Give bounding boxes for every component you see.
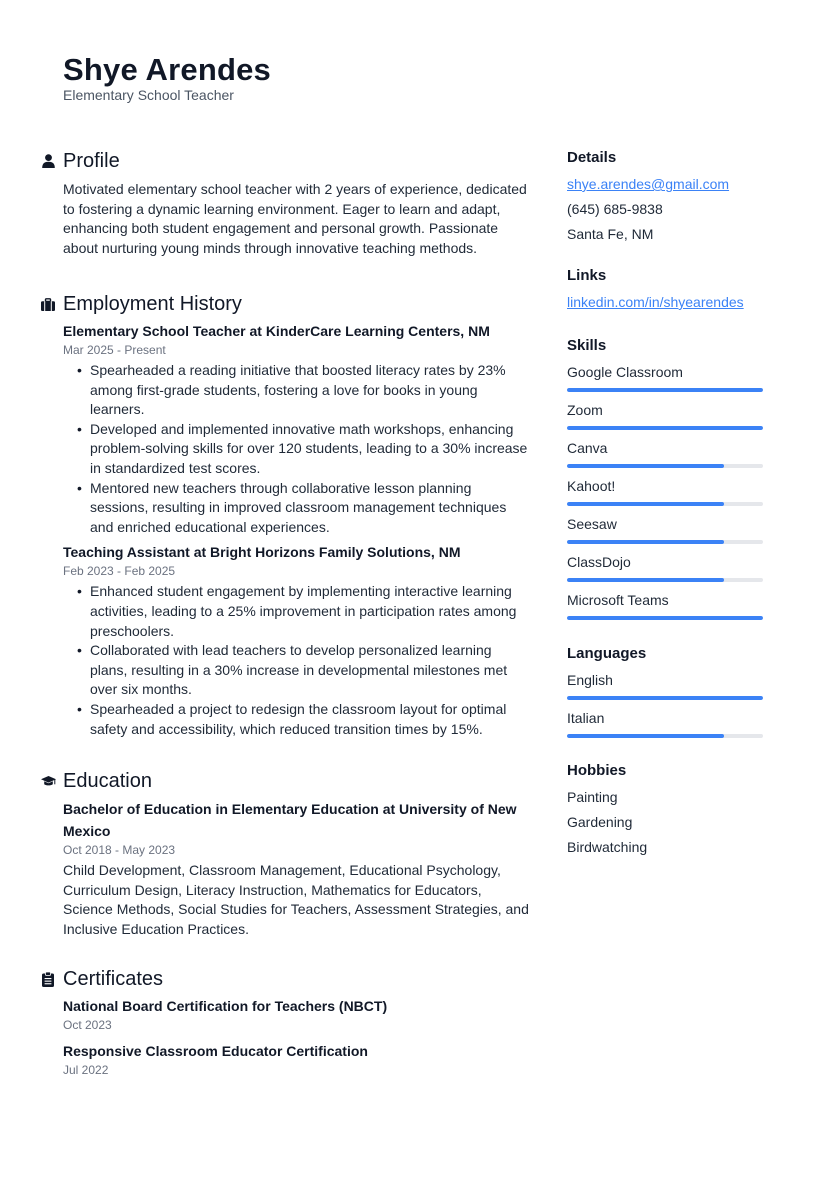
skill-item xyxy=(567,588,763,620)
clipboard-icon xyxy=(40,971,56,987)
skill-level-bar xyxy=(567,540,763,544)
skill-level-fill xyxy=(567,464,724,468)
links-section xyxy=(567,265,763,335)
jobs-list xyxy=(63,321,530,739)
links-heading: Links xyxy=(567,267,607,284)
job-dates: Mar 2025 - Present xyxy=(63,343,166,357)
language-item xyxy=(567,706,763,738)
bullet-item: • Collaborated with lead teachers to develop personalized learning plans, resulting in a 30% increase in developmental milestones met over six months. xyxy=(90,641,530,700)
certificate-entry xyxy=(63,996,530,1033)
bullet-item: • Spearheaded a reading initiative that boosted literacy rates by 23% among first-grade students, fostering a love for books in young learners. xyxy=(90,361,530,420)
hobbies-section xyxy=(567,760,763,860)
location: Santa Fe, NM xyxy=(567,226,654,242)
certificate-date: Oct 2023 xyxy=(63,1018,112,1032)
phone-number: (645) 685-9838 xyxy=(567,201,663,217)
languages-list xyxy=(567,668,763,738)
skill-name: Kahoot! xyxy=(567,478,616,494)
employment-title: Employment History xyxy=(63,292,242,315)
skill-level-fill xyxy=(567,578,724,582)
hobbies-heading: Hobbies xyxy=(567,762,627,779)
skill-level-bar xyxy=(567,578,763,582)
skill-level-bar xyxy=(567,426,763,430)
skills-heading: Skills xyxy=(567,337,607,354)
briefcase-icon xyxy=(40,296,56,312)
employment-heading xyxy=(40,290,530,318)
bullet-item: • Mentored new teachers through collaborative lesson planning sessions, resulting in improved classroom management techniques and enriched educational experiences. xyxy=(90,479,530,538)
education-section xyxy=(40,767,530,965)
job-bullets xyxy=(63,361,530,537)
hobby-item: Birdwatching xyxy=(567,839,648,855)
sidebar-column xyxy=(567,147,763,860)
skill-name: Zoom xyxy=(567,402,603,418)
skill-level-fill xyxy=(567,502,724,506)
certificates-section xyxy=(40,965,530,1078)
skill-level-bar xyxy=(567,464,763,468)
language-name: Italian xyxy=(567,710,605,726)
profile-section xyxy=(40,147,530,290)
job-entry xyxy=(63,542,530,739)
skill-name: Microsoft Teams xyxy=(567,592,669,608)
graduation-cap-icon xyxy=(40,773,56,789)
job-entry xyxy=(63,321,530,537)
certificate-entry xyxy=(63,1041,530,1078)
bullet-item: • Enhanced student engagement by implementing interactive learning activities, leading to a 25% improvement in participation rates among preschoolers. xyxy=(90,582,530,641)
skill-name: Google Classroom xyxy=(567,364,683,380)
skills-list xyxy=(567,360,763,620)
skill-name: ClassDojo xyxy=(567,554,631,570)
certificate-date: Jul 2022 xyxy=(63,1063,109,1077)
education-description: Child Development, Classroom Management, Educational Psychology, Curriculum Design, Literacy Instruction, Mathematics for Educators, Science Methods, Social Studies for Teachers, Assessment Strategies, and Inclusive Education Practices. xyxy=(63,862,529,937)
certificates-heading xyxy=(40,965,530,993)
job-title: Elementary School Teacher xyxy=(63,87,234,103)
employment-section xyxy=(40,290,530,767)
skills-section xyxy=(567,335,763,643)
degree-title: Bachelor of Education in Elementary Education at University of New Mexico xyxy=(63,801,517,839)
person-icon xyxy=(40,153,56,169)
job-title: Teaching Assistant at Bright Horizons Family Solutions, NM xyxy=(63,544,461,561)
skill-name: Canva xyxy=(567,440,608,456)
language-level-bar xyxy=(567,734,763,738)
skill-item xyxy=(567,360,763,392)
job-title: Elementary School Teacher at KinderCare Learning Centers, NM xyxy=(63,323,490,339)
languages-heading: Languages xyxy=(567,645,647,662)
education-heading xyxy=(40,767,530,795)
language-level-fill xyxy=(567,696,763,700)
skill-level-fill xyxy=(567,388,763,392)
skill-name: Seesaw xyxy=(567,516,617,532)
skill-level-fill xyxy=(567,426,763,430)
education-entry xyxy=(63,798,530,939)
profile-title: Profile xyxy=(63,149,120,172)
details-heading: Details xyxy=(567,149,617,166)
profile-heading xyxy=(40,147,530,175)
profile-text: Motivated elementary school teacher with 2 years of experience, dedicated to fostering a dynamic learning environment. Eager to learn and adapt, enhancing both student engagement and personal growth. Passionate about nurturing young minds through innovative teaching methods. xyxy=(63,181,527,256)
skill-item xyxy=(567,512,763,544)
skill-item xyxy=(567,474,763,506)
skill-item xyxy=(567,436,763,468)
email-link[interactable]: shye.arendes@gmail.com xyxy=(567,176,730,192)
language-item xyxy=(567,668,763,700)
job-bullets xyxy=(63,582,530,739)
languages-section xyxy=(567,643,763,760)
language-name: English xyxy=(567,672,613,688)
skill-level-fill xyxy=(567,616,763,620)
candidate-name: Shye Arendes xyxy=(63,52,272,87)
language-level-fill xyxy=(567,734,724,738)
bullet-item: • Developed and implemented innovative math workshops, enhancing problem-solving skills for over 120 students, leading to a 30% increase in standardized test scores. xyxy=(90,420,530,479)
details-section xyxy=(567,147,763,265)
certificates-list xyxy=(63,996,530,1078)
certificates-title: Certificates xyxy=(63,967,164,990)
language-level-bar xyxy=(567,696,763,700)
linkedin-link[interactable]: linkedin.com/in/shyearendes xyxy=(567,294,744,310)
skill-level-bar xyxy=(567,502,763,506)
certificate-title: Responsive Classroom Educator Certification xyxy=(63,1043,368,1059)
skill-level-bar xyxy=(567,388,763,392)
skill-item xyxy=(567,398,763,430)
education-title: Education xyxy=(63,769,152,792)
hobby-item: Painting xyxy=(567,789,618,805)
certificate-title: National Board Certification for Teachers (NBCT) xyxy=(63,998,388,1014)
job-dates: Feb 2023 - Feb 2025 xyxy=(63,564,176,579)
skill-level-fill xyxy=(567,540,724,544)
main-column xyxy=(40,147,530,1081)
skill-level-bar xyxy=(567,616,763,620)
hobby-item: Gardening xyxy=(567,814,633,830)
education-dates: Oct 2018 - May 2023 xyxy=(63,843,176,857)
bullet-item: • Spearheaded a project to redesign the classroom layout for optimal safety and accessibility, which reduced transition times by 15%. xyxy=(90,700,530,739)
skill-item xyxy=(567,550,763,582)
